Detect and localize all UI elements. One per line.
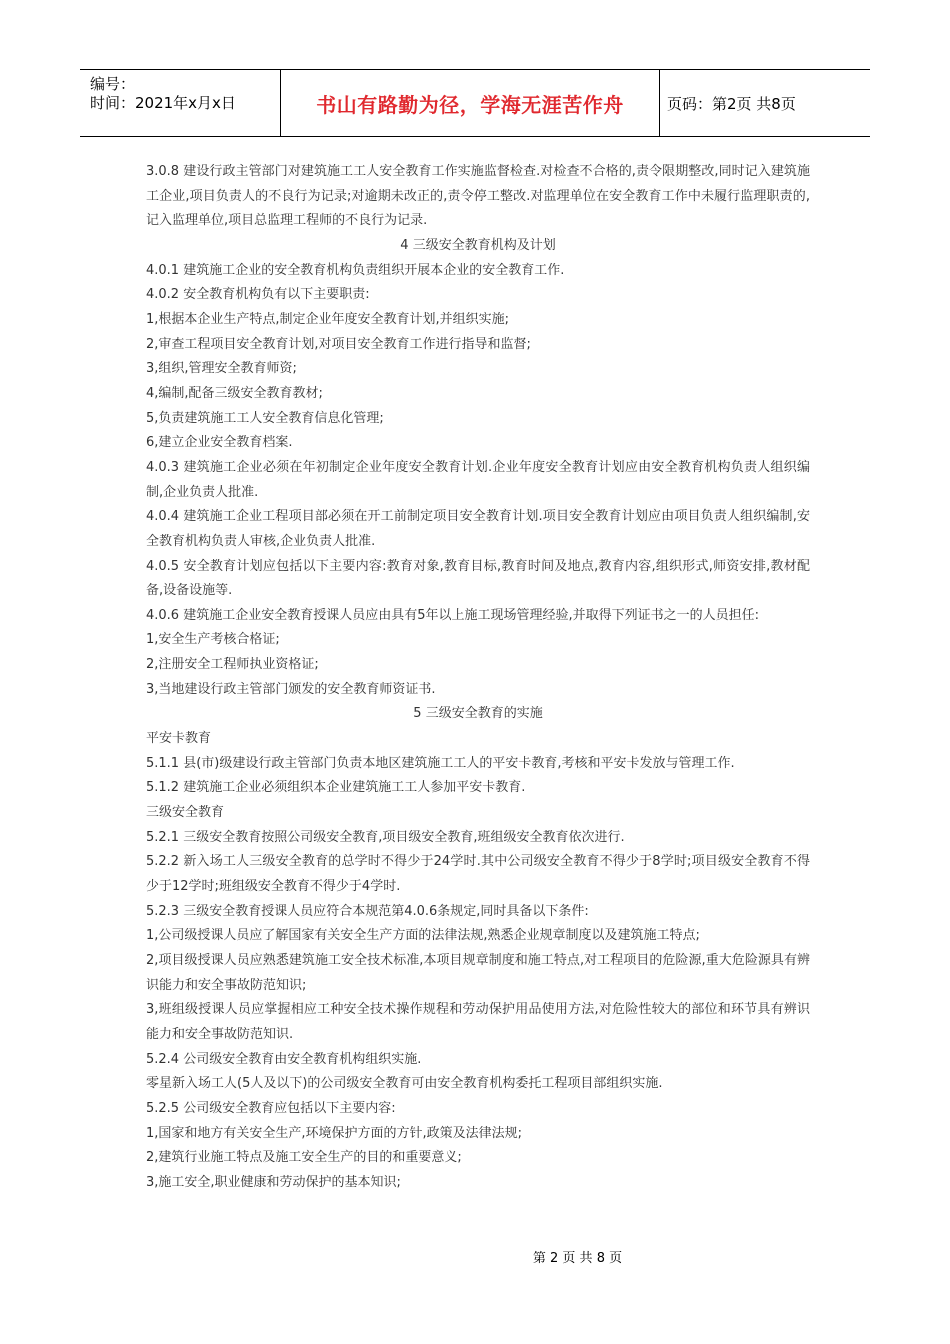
body-paragraph: 三级安全教育 xyxy=(146,805,225,821)
body-paragraph: 2,注册安全工程师执业资格证; xyxy=(146,657,319,673)
body-paragraph: 平安卡教育 xyxy=(146,731,212,747)
body-paragraph: 3,组织,管理安全教育师资; xyxy=(146,361,297,377)
header-left-cell xyxy=(80,70,281,136)
body-paragraph: 3,当地建设行政主管部门颁发的安全教育师资证书. xyxy=(146,681,436,697)
page-header xyxy=(80,69,870,137)
body-paragraph: 零星新入场工人(5人及以下)的公司级安全教育可由安全教育机构委托工程项目部组织实施. xyxy=(146,1076,663,1092)
body-paragraph: 4.0.6 建筑施工企业安全教育授课人员应由具有5年以上施工现场管理经验,并取得下列证书之一的人员担任: xyxy=(146,607,759,623)
body-paragraph: 5.2.1 三级安全教育按照公司级安全教育,项目级安全教育,班组级安全教育依次进行. xyxy=(146,829,625,845)
section-heading: 4 三级安全教育机构及计划 xyxy=(400,237,556,253)
body-paragraph: 5.2.3 三级安全教育授课人员应符合本规范第4.0.6条规定,同时具备以下条件: xyxy=(146,903,589,919)
body-paragraph: 4.0.2 安全教育机构负有以下主要职责: xyxy=(146,287,370,303)
page-footer: 第 2 页 共 8 页 xyxy=(532,1251,623,1266)
body-paragraph: 5.2.2 新入场工人三级安全教育的总学时不得少于24学时.其中公司级安全教育不得少于8学时;项目级安全教育不得少于12学时;班组级安全教育不得少于4学时. xyxy=(146,854,810,895)
body-paragraph: 1,国家和地方有关安全生产,环境保护方面的方针,政策及法律法规; xyxy=(146,1125,523,1141)
body-paragraph: 2,项目级授课人员应熟悉建筑施工安全技术标准,本项目规章制度和施工特点,对工程项目的危险源,重大危险源具有辨识能力和安全事故防范知识; xyxy=(146,953,810,993)
body-paragraph: 3.0.8 建设行政主管部门对建筑施工工人安全教育工作实施监督检查.对检查不合格的,责令限期整改,同时记入建筑施工企业,项目负责人的不良行为记录;对逾期未改正的,责令停工整改.对监理单位在安全教育工作中未履行监理职责的,记入监理单位,项目总监理工程师的不良行为记录. xyxy=(146,164,810,229)
header-motto: 书山有路勤为径，学海无涯苦作舟 xyxy=(316,92,624,117)
header-page-info: 页码：第2页 共8页 xyxy=(667,94,796,113)
body-paragraph: 4,编制,配备三级安全教育教材; xyxy=(146,385,323,401)
document-date: 时间：2021年x月x日 xyxy=(90,94,236,112)
header-page-cell xyxy=(660,70,870,136)
body-paragraph: 5.1.2 建筑施工企业必须组织本企业建筑施工工人参加平安卡教育. xyxy=(146,780,526,796)
body-paragraph: 3,施工安全,职业健康和劳动保护的基本知识; xyxy=(146,1174,401,1190)
document-body xyxy=(146,160,810,1196)
body-paragraph: 2,建筑行业施工特点及施工安全生产的目的和重要意义; xyxy=(146,1150,462,1166)
header-motto-cell xyxy=(281,70,660,136)
body-paragraph: 5.2.5 公司级安全教育应包括以下主要内容: xyxy=(146,1100,396,1116)
body-paragraph: 1,根据本企业生产特点,制定企业年度安全教育计划,并组织实施; xyxy=(146,311,510,327)
body-paragraph: 4.0.1 建筑施工企业的安全教育机构负责组织开展本企业的安全教育工作. xyxy=(146,262,565,278)
body-paragraph: 5.1.1 县(市)级建设行政主管部门负责本地区建筑施工工人的平安卡教育,考核和平安卡发放与管理工作. xyxy=(146,755,735,771)
document-number-label: 编号： xyxy=(90,75,136,93)
body-paragraph: 4.0.3 建筑施工企业必须在年初制定企业年度安全教育计划.企业年度安全教育计划应由安全教育机构负责人组织编制,企业负责人批准. xyxy=(146,459,810,500)
body-paragraph: 1,公司级授课人员应了解国家有关安全生产方面的法律法规,熟悉企业规章制度以及建筑施工特点; xyxy=(146,928,700,944)
body-paragraph: 6,建立企业安全教育档案. xyxy=(146,435,293,451)
body-paragraph: 1,安全生产考核合格证; xyxy=(146,632,280,648)
body-paragraph: 5,负责建筑施工工人安全教育信息化管理; xyxy=(146,410,384,426)
body-paragraph: 2,审查工程项目安全教育计划,对项目安全教育工作进行指导和监督; xyxy=(146,336,531,352)
body-paragraph: 4.0.5 安全教育计划应包括以下主要内容:教育对象,教育目标,教育时间及地点,教育内容,组织形式,师资安排,教材配备,设备设施等. xyxy=(146,558,810,599)
body-paragraph: 5.2.4 公司级安全教育由安全教育机构组织实施. xyxy=(146,1051,422,1067)
body-paragraph: 3,班组级授课人员应掌握相应工种安全技术操作规程和劳动保护用品使用方法,对危险性较大的部位和环节具有辨识能力和安全事故防范知识. xyxy=(146,1002,810,1042)
section-heading: 5 三级安全教育的实施 xyxy=(413,706,543,722)
body-paragraph: 4.0.4 建筑施工企业工程项目部必须在开工前制定项目安全教育计划.项目安全教育计划应由项目负责人组织编制,安全教育机构负责人审核,企业负责人批准. xyxy=(146,509,810,549)
